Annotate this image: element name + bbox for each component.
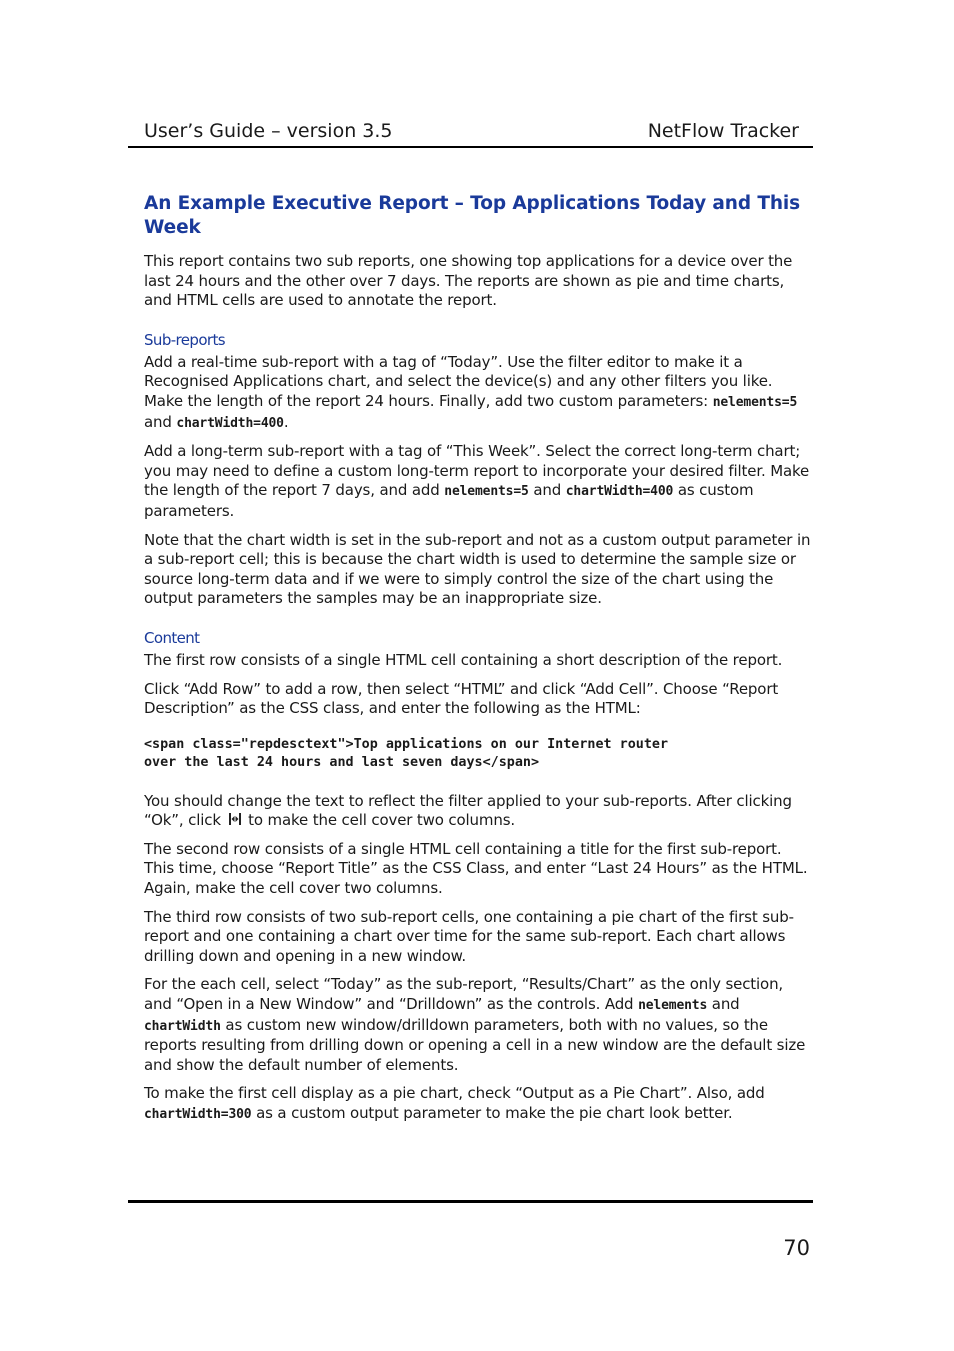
subreports-p1-code-nelements: nelements=5: [712, 394, 798, 410]
content-paragraph-1: The first row consists of a single HTML cell containing a short description of the report.: [144, 650, 783, 669]
subreports-p2-code-nelements: nelements=5: [444, 484, 529, 500]
content-paragraph-2: Click “Add Row” to add a row, then select “HTML” and click “Add Cell”. Choose “Report Description” as the CSS class, and enter the following as the HTML:: [144, 679, 779, 718]
subreports-paragraph-3: Note that the chart width is set in the sub-report and not as a custom output parameter in a sub-report cell; this is because the chart width is used to determine the sample size or source long-term data and if we were to simply control the size of the chart using the output parameters the samples may be an inappropriate size.: [144, 530, 811, 608]
intro-paragraph: This report contains two sub reports, one showing top applications for a device over the last 24 hours and the other over 7 days. The reports are shown as pie and time charts, and HTML cells are used to annotate the report.: [144, 252, 793, 310]
content-p3-text-a: You should change the text to reflect the filter applied to your sub-reports. After clicking “Ok”, click: [144, 791, 792, 830]
content-paragraph-5: The third row consists of two sub-report cells, one containing a pie chart of the first sub-report and one containing a chart over time for the same sub-report. Each chart allows drilling down and opening in a new window.: [144, 907, 794, 965]
content-heading: Content: [144, 628, 200, 647]
subreports-p1-text: Add a real-time sub-report with a tag of “Today”. Use the filter editor to make it a Recognised Applications chart, and select the device(s) and any other filters you like. Make the length of the report 24 hours. Finally, add two custom parameters:: [144, 352, 773, 410]
code-line-2: over the last 24 hours and last seven days</span>: [144, 754, 540, 770]
subreports-p1-code-chartwidth: chartWidth=400: [176, 415, 284, 431]
code-line-1: <span class="repdesctext">Top applications on our Internet router: [144, 736, 669, 752]
content-p7-code-chartwidth: chartWidth=300: [144, 1107, 252, 1122]
subreports-p2-text: Add a long-term sub-report with a tag of “This Week”. Select the correct long-term chart; you may need to define a custom long-term report to incorporate your desired filter. Make the length of the report 7 days, and add: [144, 442, 810, 500]
content-p6-code-chartwidth: chartWidth: [144, 1018, 221, 1034]
content-paragraph-6: [144, 975, 812, 1075]
content-p7-text-b: as a custom output parameter to make the pie chart look better.: [251, 1104, 733, 1122]
subreports-p2-and: and: [528, 481, 566, 500]
content-p6-text-b: as custom new window/drilldown parameters, both with no values, so the reports resulting from drilling down or opening a cell in a new window are the default size and show the default number of elements.: [144, 1015, 806, 1074]
span-columns-icon: [228, 812, 242, 826]
subreports-paragraph-1: [144, 353, 812, 433]
subreports-p1-and: and: [144, 412, 177, 431]
subreports-p2-code-chartwidth: chartWidth=400: [565, 484, 674, 500]
content-p3-text-b: to make the cell cover two columns.: [243, 811, 516, 830]
header-guide-title: User’s Guide – version 3.5: [144, 120, 393, 142]
html-code-block: [144, 736, 812, 772]
content-paragraph-7: [144, 1084, 812, 1124]
subreports-p1-end: .: [283, 412, 289, 431]
content-p6-code-nelements: nelements: [638, 998, 708, 1014]
content-p6-and: and: [707, 995, 740, 1014]
page-number: 70: [783, 1236, 810, 1260]
content-p6-text-a: For the each cell, select “Today” as the sub-report, “Results/Chart” as the only section, and “Open in a New Window” and “Drilldown” as the controls. Add: [144, 975, 784, 1014]
page-header: [128, 118, 813, 148]
content-paragraph-3: [144, 792, 812, 831]
subreports-p2-end: as custom parameters.: [144, 481, 754, 520]
subreports-heading: Sub-reports: [144, 330, 225, 349]
footer-rule: [128, 1200, 813, 1203]
section-title: An Example Executive Report – Top Applications Today and This Week: [144, 193, 801, 238]
page-content: [144, 192, 812, 1134]
content-paragraph-4: The second row consists of a single HTML cell containing a title for the first sub-report. This time, choose “Report Title” as the CSS Class, and enter “Last 24 Hours” as the HTML. Again, make the cell cover two columns.: [144, 839, 808, 898]
content-p7-text-a: To make the first cell display as a pie chart, check “Output as a Pie Chart”. Also, add: [144, 1084, 765, 1103]
subreports-paragraph-2: [144, 442, 812, 521]
header-product-name: NetFlow Tracker: [647, 120, 799, 142]
